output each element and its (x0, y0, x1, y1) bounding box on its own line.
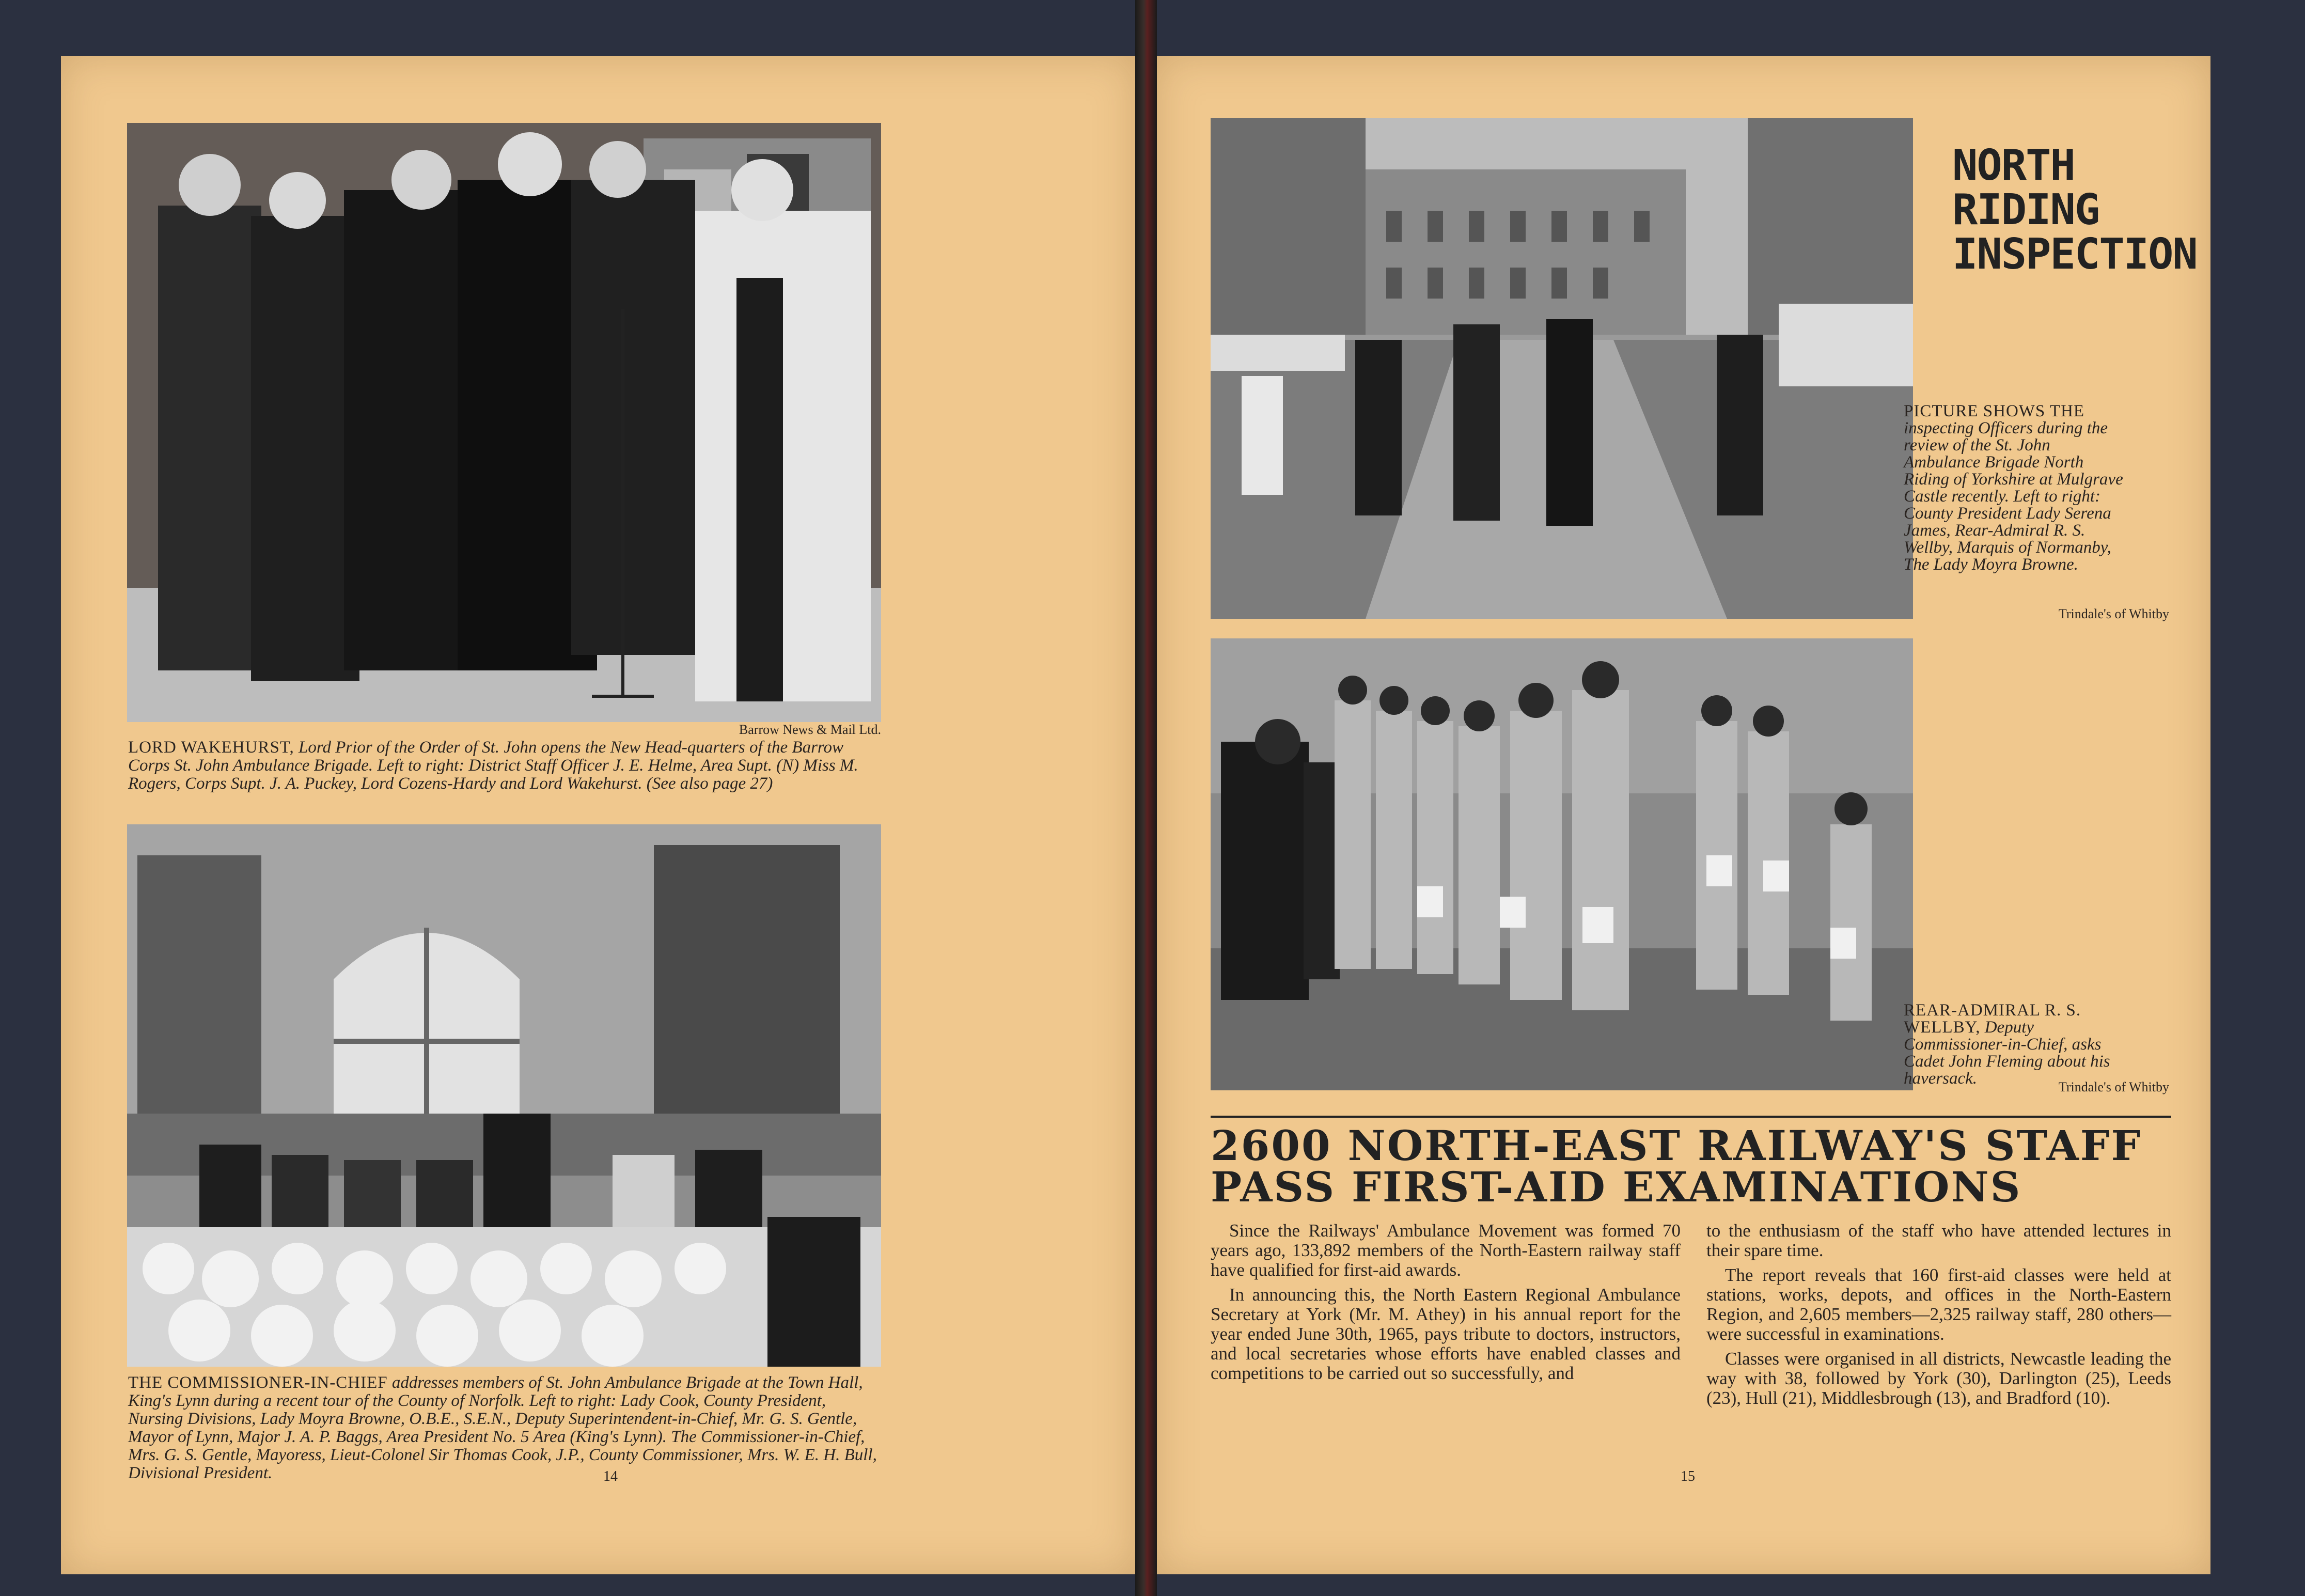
right-page (1157, 56, 2210, 1574)
wakehurst-photo (127, 123, 881, 722)
north-riding-credit: Trindale's of Whitby (2058, 606, 2169, 621)
article-top-rule (1211, 1116, 2171, 1118)
north-riding-photo (1211, 118, 1913, 619)
article-headline-line2: PASS FIRST-AID EXAMINATIONS (1211, 1163, 2022, 1211)
wakehurst-photo-credit: Barrow News & Mail Ltd. (739, 722, 881, 737)
haversack-caption-body: Deputy Commissioner-in-Chief, asks Cadet John Fleming about his haversack. (1904, 1018, 2110, 1088)
commissioner-caption-lead: THE COMMISSIONER-IN-CHIEF (128, 1373, 388, 1392)
commissioner-photo (127, 824, 881, 1367)
book-spine (1135, 0, 1157, 1596)
title-line-riding: RIDING (1952, 185, 2099, 234)
left-page (61, 56, 1135, 1574)
article-col1-para1: Since the Railways' Ambulance Movement was formed 70 years ago, 133,892 members of the North-Eastern railway staff have qualified for first-aid awards. (1211, 1221, 1681, 1280)
title-line-north: NORTH (1952, 141, 2075, 190)
north-riding-caption-lead: PICTURE SHOWS THE (1904, 402, 2085, 420)
wakehurst-caption-lead: LORD WAKEHURST, (128, 738, 294, 757)
article-col2-para3: Classes were organised in all districts, Newcastle leading the way with 38, followed by York (30), Darlington (25), Leeds (23), Hull (21), Middlesbrough (13), and Bradford (10). (1706, 1349, 2171, 1408)
north-riding-title (1952, 141, 2200, 279)
right-page-number: 15 (1681, 1468, 1695, 1484)
article-column-2 (1706, 1221, 2171, 1413)
haversack-caption (1904, 1002, 2126, 1087)
article-column-1 (1211, 1221, 1681, 1388)
haversack-credit: Trindale's of Whitby (2058, 1079, 2169, 1094)
article-col2-para1: to the enthusiasm of the staff who have attended lectures in their spare time. (1706, 1221, 2171, 1260)
haversack-caption-lead: REAR-ADMIRAL R. S. WELLBY, (1904, 1001, 2081, 1037)
title-line-inspection: INSPECTION (1952, 230, 2197, 279)
commissioner-caption-body: addresses members of St. John Ambulance Brigade at the Town Hall, King's Lynn during a recent tour of the County of Norfolk. Left to right: Lady Cook, County President, Nursing Divisions, Lady Moyra Browne, O.B.E., S.E.N., Deputy Superintendent-in-Chief, Mr. G. S. Gentle, Mayor of Lynn, Major J. A. P. Baggs, Area President No. 5 Area (King's Lynn). The Commissioner-in-Chief, Mrs. G. S. Gentle, Mayoress, Lieut-Colonel Sir Thomas Cook, J.P., County Commissioner, Mrs. W. E. H. Bull, Divisional President. (128, 1373, 877, 1482)
commissioner-photo-caption (128, 1374, 882, 1482)
article-col2-para2: The report reveals that 160 first-aid classes were held at stations, works, depots, and offices in the North-Eastern Region, and 2,605 members—2,325 railway staff, 280 others—were successful in examinations. (1706, 1265, 2171, 1344)
wakehurst-photo-caption (128, 739, 882, 793)
article-headline-line1: 2600 NORTH-EAST RAILWAY'S STAFF (1211, 1121, 2142, 1170)
article-col1-para2: In announcing this, the North Eastern Regional Ambulance Secretary at York (Mr. M. Athey) in his annual report for the year ended June 30th, 1965, pays tribute to doctors, instructors, and local secretaries whose efforts have enabled classes and competitions to be carried out so successfully, and (1211, 1285, 1681, 1383)
left-page-number: 14 (603, 1468, 618, 1484)
haversack-photo (1211, 638, 1913, 1090)
wakehurst-caption-body: Lord Prior of the Order of St. John opens the New Head-quarters of the Barrow Corps St. John Ambulance Brigade. Left to right: District Staff Officer J. E. Helme, Area Supt. (N) Miss M. Rogers, Corps Supt. J. A. Puckey, Lord Cozens-Hardy and Lord Wakehurst. (See also page 27) (128, 738, 858, 793)
north-riding-caption (1904, 403, 2126, 573)
north-riding-caption-body: inspecting Officers during the review of the St. John Ambulance Brigade North Riding of Yorkshire at Mulgrave Castle recently. Left to right: County President Lady Serena James, Rear-Admiral R. S. Wellby, Marquis of Normanby, The Lady Moyra Browne. (1904, 419, 2123, 574)
